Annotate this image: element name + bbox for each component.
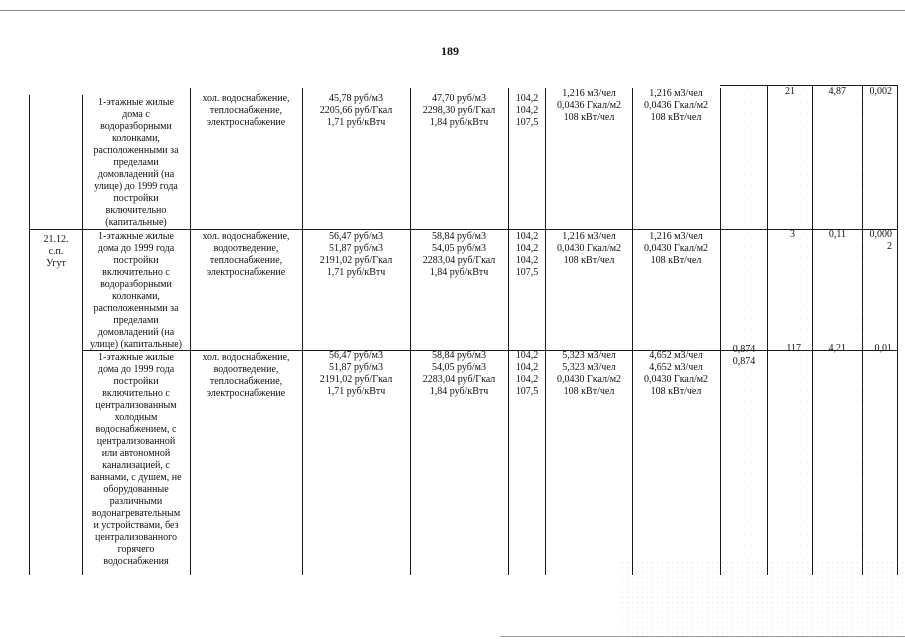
table-border-right [897, 85, 898, 575]
scan-noise [720, 90, 880, 560]
row3-tariff-before: 56,47 руб/м3 51,87 руб/м3 2191,02 руб/Гкал 1,71 руб/кВтч [319, 350, 393, 397]
row3-services: хол. водоснабжение, водоотведение, теплоснабжение, электроснабжение [202, 352, 290, 399]
row1-index: 104,2 104,2 107,5 [515, 93, 539, 128]
row1-housing-type: 1-этажные жилые дома с водоразборными колонками, расположенными за пределами домовладений (на улице) до 1999 года постройки включительно (капитальные) [93, 97, 179, 228]
row3-index: 104,2 104,2 104,2 107,5 [515, 350, 539, 397]
row2-item-number: 21.12. с.п. Угут [43, 234, 69, 269]
row1-tariff-after: 47,70 руб/м3 2298,30 руб/Гкал 1,84 руб/кВтч [422, 93, 496, 128]
row2-housing-type: 1-этажные жилые дома до 1999 года постройки включительно с водоразборными колонками, расположенными за пределами домовладений (на улице) (капитальные) [90, 231, 182, 350]
row3-count: 117 [786, 343, 801, 354]
row2-norm-after: 1,216 м3/чел 0,0430 Гкал/м2 108 кВт/чел [643, 231, 709, 266]
column-divider [545, 88, 546, 575]
column-divider [190, 88, 191, 575]
row2-index: 104,2 104,2 104,2 107,5 [515, 231, 539, 278]
row3-norm-before: 5,323 м3/чел 5,323 м3/чел 0,0430 Гкал/м2 108 кВт/чел [556, 350, 622, 397]
column-divider [812, 85, 813, 575]
row3-housing-type: 1-этажные жилые дома до 1999 года постройки включительно с централизованным холодным водоснабжением, с централизованной или автономной канализацией, с ваннами, с душем, не оборудованные различными водонагревательным и устройствами, без централизованного горячего водоснабжения [90, 352, 182, 567]
row1-norm-after: 1,216 м3/чел 0,0436 Гкал/м2 108 кВт/чел [643, 88, 709, 123]
row1-tariff-before: 45,78 руб/м3 2205,66 руб/Гкал 1,71 руб/кВтч [319, 93, 393, 128]
row3-share-1: 4,21 [828, 343, 846, 354]
row2-count: 3 [790, 229, 795, 240]
column-divider [720, 88, 721, 575]
row1-count: 21 [785, 86, 795, 97]
column-divider [508, 88, 509, 575]
scan-bottom-edge [500, 636, 905, 637]
row1-share-1: 4,87 [828, 86, 846, 97]
column-divider [767, 85, 768, 575]
row2-services: хол. водоснабжение, водоотведение, теплоснабжение, электроснабжение [202, 231, 290, 278]
row-divider [29, 229, 898, 230]
row2-tariff-after: 58,84 руб/м3 54,05 руб/м3 2283,04 руб/Гкал 1,84 руб/кВтч [422, 231, 496, 278]
row3-norm-after: 4,652 м3/чел 4,652 м3/чел 0,0430 Гкал/м2 108 кВт/чел [643, 350, 709, 397]
row3-coefficient: 0,874 0,874 [732, 344, 756, 367]
row1-services: хол. водоснабжение, теплоснабжение, электроснабжение [202, 93, 290, 128]
row2-share-2: 0,000 2 [869, 229, 892, 252]
scan-top-edge [0, 10, 905, 11]
row1-norm-before: 1,216 м3/чел 0,0436 Гкал/м2 108 кВт/чел [556, 88, 622, 123]
column-divider [862, 85, 863, 575]
page-number: 189 [441, 44, 459, 58]
row2-norm-before: 1,216 м3/чел 0,0430 Гкал/м2 108 кВт/чел [556, 231, 622, 266]
row2-tariff-before: 56,47 руб/м3 51,87 руб/м3 2191,02 руб/Гкал 1,71 руб/кВтч [319, 231, 393, 278]
column-divider [410, 88, 411, 575]
row2-share-1: 0,11 [828, 229, 846, 240]
table-border-left [29, 95, 30, 575]
row3-tariff-after: 58,84 руб/м3 54,05 руб/м3 2283,04 руб/Гкал 1,84 руб/кВтч [422, 350, 496, 397]
row1-share-2: 0,002 [869, 86, 892, 97]
column-divider [82, 95, 83, 575]
column-divider [302, 88, 303, 575]
row3-share-2: 0,01 [874, 343, 892, 354]
column-divider [632, 88, 633, 575]
